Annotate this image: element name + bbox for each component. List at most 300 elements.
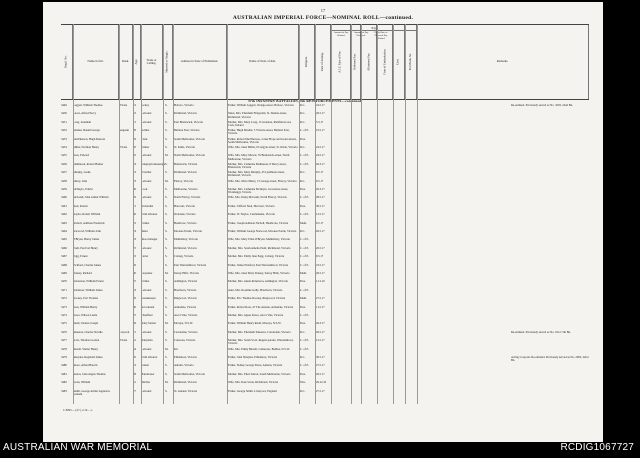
page-number: 17 [320, 8, 326, 13]
cell-remark [511, 188, 589, 195]
cell-ms: S. [165, 187, 168, 191]
cell-address: Cressona, Victoria [174, 338, 196, 343]
cell-kin: Wife, Mrs. Janet Miller, 63 Argyle-street, St. Kilda, Victoria [228, 145, 298, 149]
cell-ms: S. [165, 279, 168, 284]
cell-ms: S. [165, 355, 168, 359]
cell-kin: Father, Joseph Addison Nicholl, Heathcote, Victoria [228, 220, 289, 225]
cell-kin: Wife, Mrs. Janet Mary Penney, Surrey Hills, Victoria [228, 271, 290, 275]
cell-rel: C. of E. [300, 245, 309, 250]
cell-no: 3454 [61, 145, 67, 149]
cell-trade: Farm labourer [141, 355, 158, 359]
cell-remark [511, 129, 589, 136]
cell-age: 19 [133, 363, 136, 368]
cell-kin: Father, Hugh Mashar, 5 Victoria-street, Ballarat East, Victoria [228, 128, 290, 136]
cell-no: 3455 [61, 153, 67, 158]
cell-ms: S. [165, 128, 168, 133]
cell-address: South Melbourne, Victoria [174, 136, 205, 141]
cell-rel: R.C. [300, 355, 306, 359]
cell-rel: C. of E. [300, 128, 309, 133]
cell-no: 3469 [61, 271, 67, 275]
cell-name: Shore, Alfred Harold [73, 363, 98, 368]
cell-kin: Sister, Mrs. Elizabeth Fitzgerald, St. Dennis-street, Richmond, Victoria [228, 111, 287, 119]
cell-name: Robertson, William Ernest [73, 279, 104, 284]
cell-trade: Labourer [141, 329, 152, 334]
cell-name: Robinson, William James [73, 287, 103, 292]
cell-address: East Warrnambool, Victoria [174, 262, 207, 267]
cell-address: Brunswick, Victoria [174, 161, 198, 166]
cell-age: 19 [133, 103, 136, 107]
cell-name: MacPherson, Hugh Duncan [73, 136, 106, 141]
cell-ms: S. [165, 237, 168, 242]
cell-no: 3482 [61, 380, 67, 385]
cell-kin: Father, Robert MacPherson, corner Hope and Grant streets, South Melbourne, Victoria [228, 136, 297, 144]
cell-name: Leggett, William Thomas [73, 103, 103, 107]
column-rule [133, 24, 134, 404]
cell-no: 3478 [61, 346, 67, 351]
column-header [119, 25, 133, 99]
cell-trade: Greenkeeper [141, 296, 156, 301]
cell-name: Ross, William Henry [73, 304, 98, 309]
cell-kin: Father, James Pickford, East Warrnambool, Victoria [228, 262, 289, 267]
cell-trade: Dairy farmer [141, 321, 157, 326]
column-rule [73, 24, 74, 404]
cell-rel: Meth. [300, 271, 307, 275]
column-header-label: Age. [133, 59, 138, 65]
cell-ms: S. [165, 119, 168, 124]
column-header [173, 25, 227, 99]
cell-remark [511, 289, 589, 296]
cell-ms: S. [165, 363, 168, 368]
cell-ms: M. [165, 346, 169, 351]
cell-name: Smith, George Arthur Appleton, Graham [73, 388, 111, 396]
roll-title: AUSTRALIAN IMPERIAL FORCE—NOMINAL ROLL—continued. [232, 15, 414, 21]
column-header-label: Remarks. [496, 59, 509, 64]
cell-kin: Wife, Mrs. Mary Ellen O'Bryan, Malmsbury, Victoria [228, 237, 290, 242]
cell-rel: C. of E. [300, 262, 309, 267]
cell-age: 36 [133, 212, 136, 217]
cell-date: 11.5.17 [316, 304, 325, 309]
cell-age: 26 [133, 296, 136, 301]
cell-ms: S. [165, 296, 168, 301]
cell-name: Murry, John [73, 178, 88, 183]
cell-ms: S. [165, 313, 168, 317]
column-rule [173, 24, 174, 404]
cell-remark [511, 272, 589, 279]
group-header: Amount of Pay Allotted. [333, 31, 349, 37]
cell-age: 29 [133, 136, 136, 141]
cell-rel: Pres. [300, 187, 306, 191]
column-rule [163, 24, 164, 404]
column-rule [315, 24, 316, 404]
cell-kin: Mother, Mrs. Annie Robertson, Addington, Victoria [228, 279, 288, 284]
cell-remark [511, 112, 589, 119]
cell-age: 18 [133, 237, 136, 242]
cell-kin: Father, Sidney George Shore, Auburn, Victoria [228, 363, 283, 368]
cell-kin: Mother, Mrs. Catherine Mathieson, 8 Darcy street, Brunswick, Victoria [228, 161, 287, 170]
column-header-label: Allotment Pay. [365, 53, 370, 71]
cell-name: Paull, Percival Henry [73, 245, 98, 250]
cell-trade: Baker [141, 229, 148, 233]
cell-name: Penney, Richard [73, 271, 92, 275]
cell-no: 3481 [61, 371, 67, 376]
cell-rel: Pres. [300, 203, 306, 208]
cell-date: 30.5.17 [316, 203, 325, 208]
cell-kin: Father, William George Norwood, Moonee Ponds, Victoria [228, 229, 297, 233]
cell-date: 30.5.17 [316, 355, 325, 359]
cell-rel: C. of E. [300, 363, 309, 368]
cell-kin: Mother, Mrs. Mary Murphy, 45 Lyndhurst-street, Richmond, Victoria [228, 170, 285, 178]
column-header [315, 25, 331, 99]
cell-remark [511, 314, 589, 321]
cell-ms: S. [165, 170, 168, 175]
cell-age: 31 [133, 338, 136, 343]
cell-name: Barrell, Walter Henry [73, 346, 98, 351]
cell-age: 27 [133, 388, 136, 393]
cell-no: 3467 [61, 254, 67, 259]
cell-no: 3452 [61, 128, 67, 133]
cell-date: 20.3.17 [316, 187, 325, 191]
cell-no: 3457 [61, 170, 67, 175]
cell-name: Norwood, William John [73, 229, 101, 233]
cell-ms: S. [165, 287, 168, 292]
cell-kin: Wife, Mrs. Emily Barrell, Camerons, Ballina, N.S.W. [228, 346, 290, 351]
cell-ms: S. [165, 145, 168, 149]
cell-remark [511, 339, 589, 346]
cell-name: Swan, William [73, 380, 91, 385]
cell-age: 18 [133, 287, 136, 292]
cell-date: 27.5.17 [316, 363, 325, 368]
cell-ms: M. [165, 271, 169, 275]
cell-remark [511, 163, 589, 170]
printer-imprint: C.8995.—(27.) 2.19.—a [63, 408, 93, 412]
cell-age: 28 [133, 371, 136, 376]
cell-name: Rudd, Charles Joseph [73, 321, 99, 326]
cell-age: 25 [133, 313, 136, 317]
cell-name: Ross, Edward [73, 153, 90, 158]
cell-no: 3483 [61, 388, 67, 393]
cell-trade: Butcher [141, 380, 151, 385]
cell-no: 3460 [61, 195, 67, 200]
column-header-label: Deferred Pay. [352, 53, 357, 71]
cell-age: 35 [133, 153, 136, 158]
cell-trade: Labourer [141, 287, 152, 292]
cell-remark: Re-enlisted. Previously served as No. 3203, 22nd Bn. [511, 103, 573, 107]
group-header: Amount of Pay Deferred. [353, 31, 369, 37]
cell-name: Sutton, John Angus Thomas [73, 371, 106, 376]
cell-remark [511, 264, 589, 271]
cell-remark [511, 230, 589, 237]
cell-address: Coburg, Victoria [174, 254, 194, 259]
cell-no: 3453 [61, 136, 67, 141]
cell-ms: M. [165, 380, 169, 385]
cell-ms: M. [165, 321, 169, 326]
cell-age: 29 [133, 262, 136, 267]
cell-age: 19 [133, 170, 136, 175]
cell-remark [511, 146, 589, 153]
cell-address: Richmond, Victoria [174, 170, 197, 175]
cell-no: 3479 [61, 355, 67, 359]
cell-trade: Hairdresser [141, 371, 155, 376]
document-page [43, 2, 603, 442]
cell-date: 26.5.17 [316, 271, 325, 275]
cell-age: 24 [133, 229, 136, 233]
cell-ms: S. [165, 262, 168, 267]
cell-trade: Labourer [141, 178, 152, 183]
column-header [227, 25, 299, 99]
cell-rank: Private [119, 145, 128, 149]
column-rule [377, 24, 378, 404]
cell-age: 40 [133, 271, 136, 275]
cell-no: 3464 [61, 229, 67, 233]
cell-address: Armadale, Victoria [174, 304, 197, 309]
cell-trade: Carter [141, 254, 149, 259]
cell-remark [511, 196, 589, 203]
cell-trade: Jockey [141, 103, 150, 107]
cell-trade: Labourer [141, 111, 152, 116]
cell-remark [511, 381, 589, 388]
cell-trade: Chauffeur [141, 313, 153, 317]
cell-rel: R.C. [300, 329, 306, 334]
cell-ms: S. [165, 220, 168, 225]
cell-date: 5.3.17 [316, 119, 324, 124]
cell-kin: Father, George Smith, Liverpool, England [228, 388, 277, 393]
cell-date: 26.3.17 [316, 321, 325, 326]
column-header-label: Name in full. [87, 59, 104, 64]
cell-remark [511, 247, 589, 254]
cell-kin: Mother, Mrs. Sarah Scott, Regent-parade, Warrnambool, Victoria [228, 338, 294, 346]
cell-date: 29.12.16 [316, 380, 327, 385]
cell-rel: R.C. [300, 170, 306, 175]
cell-date: 24.5.17 [316, 145, 325, 149]
cell-kin: Wife, Mrs. Mary Mowat, 35 Brunswick-street, North Melbourne, Victoria [228, 153, 290, 161]
cell-no: 3459 [61, 187, 67, 191]
cell-age: 20 [133, 145, 136, 149]
cell-trade: Farmer [141, 279, 150, 284]
cell-name: McIntyre, Edwin [73, 187, 93, 191]
cell-rel: C. of E. [300, 346, 309, 351]
cell-no: 3450 [61, 111, 67, 116]
cell-date: 9.5.17 [316, 170, 324, 175]
cell-date: 26.5.17 [316, 329, 325, 334]
column-header-label: Regtl. No. [63, 55, 68, 69]
cell-date: 24.5.17 [316, 103, 325, 107]
column-header [393, 25, 405, 99]
cell-kin: Father, John Sharples, Elthamore, Victoria [228, 355, 278, 359]
cell-date: 26.5.17 [316, 229, 325, 233]
cell-no: 3463 [61, 220, 67, 225]
column-header [133, 25, 141, 99]
cell-name: Neal, Robert [73, 203, 88, 208]
cell-rank: Private [119, 103, 128, 107]
cell-address: Fitzroy, Victoria [174, 178, 193, 183]
cell-remark [511, 322, 589, 329]
cell-address: Hawthorn, Victoria [174, 287, 197, 292]
group-header: Pay. [331, 26, 417, 31]
cell-address: Harcourt, Victoria [174, 203, 195, 208]
cell-address: Melbourne, Victoria [174, 187, 198, 191]
cell-no: 3471 [61, 287, 67, 292]
cell-rel: C. of E. [300, 153, 309, 158]
column-rule [405, 24, 406, 404]
cell-trade: Soldier [141, 128, 150, 133]
cell-remark [511, 121, 589, 128]
cell-rel: Pres. [300, 304, 306, 309]
cell-rel: R.C. [300, 145, 306, 149]
cell-address: Kit [174, 346, 178, 351]
cell-kin: Father, William Leggett, Orange-street, Hoboro, Victoria [228, 103, 294, 107]
cell-kin: Mother, Mrs. Sarah Amelia Paull, Richmond, Victoria [228, 245, 291, 250]
cell-age: 21 [133, 203, 136, 208]
cell-kin: Mother, Mrs. Catherine McIntyre, Grosvenor-street, Wonthaggi, Victoria [228, 187, 289, 195]
cell-date: 26.5.17 [316, 371, 325, 376]
cell-kin: Wife, Mrs. Olive Murry, 15 George-street, Fitzroy, Victoria [228, 178, 297, 183]
cell-date: 27.5.17 [316, 388, 325, 393]
cell-trade: Shoe manager [141, 237, 158, 242]
cell-rel: C. of E. [300, 212, 309, 217]
cell-ms: S. [165, 388, 168, 393]
column-rule [141, 24, 142, 404]
cell-address: South Melbourne, Victoria [174, 371, 205, 376]
cell-trade: Dairyman [141, 338, 153, 343]
cell-age: 41 [133, 380, 136, 385]
cell-no: 3477 [61, 338, 67, 343]
cell-kin: Mother, Mrs. Emily Jane Pegg, Coburg, Victoria [228, 254, 285, 259]
column-rule [393, 24, 394, 404]
column-rule [227, 24, 228, 404]
cell-address: North Fitzroy, Victoria [174, 195, 201, 200]
cell-date: 9.5.17 [316, 178, 324, 183]
column-header [73, 25, 119, 99]
cell-trade: Labourer [141, 346, 152, 351]
cell-kin: Wife, Mrs. Daisy McLeish, North Fitzroy, Victoria [228, 195, 287, 200]
cell-rel: R.C. [300, 103, 306, 107]
cell-remark [511, 373, 589, 380]
cell-no: 3466 [61, 245, 67, 250]
cell-name: Murphy, Leslie [73, 170, 91, 175]
cell-address: Heathcote, Victoria [174, 220, 197, 225]
cell-remark [511, 222, 589, 229]
cell-rel: Meth. [300, 296, 307, 301]
cell-no: 3461 [61, 203, 67, 208]
cell-rel: C. of E. [300, 237, 309, 242]
cell-address: Richmond, Victoria [174, 245, 197, 250]
cell-name: Naylor, Robert William [73, 212, 101, 217]
cell-name: Rooney, Eric Thomas [73, 296, 99, 301]
cell-address: Richmond, Victoria [174, 111, 197, 116]
cell-date: 12.5.17 [316, 338, 325, 343]
cell-no: 3473 [61, 304, 67, 309]
cell-age: 22 [133, 111, 136, 116]
cell-no: 3462 [61, 212, 67, 217]
cell-ms: S. [165, 254, 168, 259]
cell-date: 26.3.17 [316, 161, 325, 166]
section-heading: 37th INFANTRY BATTALION, 9th REINFORCEMENTS—continued. [248, 99, 363, 103]
cell-no: 3449 [61, 103, 67, 107]
cell-rel: C. of E. [300, 287, 309, 292]
cell-trade: Labourer [141, 195, 152, 200]
cell-no: 3476 [61, 329, 67, 334]
cell-remark [511, 348, 589, 355]
cell-age: 20 [133, 355, 136, 359]
cell-date: 12.5.17 [316, 212, 325, 217]
cell-date: 19.5.17 [316, 128, 325, 133]
cell-age: 25 [133, 245, 136, 250]
cell-age: 44 [133, 346, 136, 351]
column-rule [119, 24, 120, 404]
cell-name: Miller, Norman Henry [73, 145, 99, 149]
cell-ms: S. [165, 103, 168, 107]
cell-rel: C. of E. [300, 195, 309, 200]
cell-date: 26.5.17 [316, 111, 325, 116]
cell-kin: Aunt, Mrs. Rosaline Gully, Hawthorn, Victoria [228, 287, 283, 292]
cell-rel: Wes. [300, 380, 306, 385]
cell-remark: Re-enlisted. Previously served as No. 1012, 5th Bn. [511, 329, 571, 334]
cell-rel: R.C. [300, 111, 306, 116]
cell-trade: Clerk [141, 136, 148, 141]
cell-kin: Mother, Mrs. Agnes Rowe, Ascot Vale, Victoria [228, 313, 284, 317]
cell-age: 22 [133, 220, 136, 225]
column-header-label: Trade or Calling. [146, 57, 157, 65]
cell-rel: Pres. [300, 279, 306, 284]
cell-rel: C. of E. [300, 254, 309, 259]
cell-remark [511, 297, 589, 304]
cell-date: 9.5.17 [316, 254, 324, 259]
cell-remark [511, 238, 589, 245]
cell-kin: Father, W. Naylor, Castlemaine, Victoria [228, 212, 275, 217]
cell-address: St. Kilda, Victoria [174, 145, 195, 149]
column-rule [417, 24, 418, 404]
cell-address: Addington, Victoria [174, 279, 198, 284]
column-header [61, 25, 73, 99]
cell-name: Sharples, Reginald James [73, 355, 103, 359]
cell-rank: Corporal [119, 329, 130, 334]
cell-no: 3468 [61, 262, 67, 267]
cell-rel: Pres. [300, 136, 306, 141]
cell-rel: R.C. [300, 119, 306, 124]
cell-kin: Mother, Mrs. Mary Long, 13 Grantree, Richfield-road, Cork, Ireland [228, 119, 292, 128]
cell-ms: M. [165, 153, 169, 158]
cell-age: 39 [133, 321, 136, 326]
column-header [417, 25, 589, 99]
column-header [163, 25, 173, 99]
cell-no: 3456 [61, 161, 67, 166]
cell-age: 21 [133, 329, 136, 334]
cell-age: 18 [133, 161, 136, 166]
cell-trade: Cook [141, 187, 148, 191]
cell-no: 3465 [61, 237, 67, 242]
cell-ms: M. [165, 178, 169, 183]
column-header [141, 25, 163, 99]
cell-remark [511, 255, 589, 262]
cell-trade: Accountant [141, 304, 155, 309]
cell-ms: S. [165, 329, 168, 334]
cell-rel: R.C. [300, 178, 306, 183]
cell-ms: S. [165, 371, 168, 376]
cell-kin: Wife, Mrs. Kate Swan, Richmond, Victoria [228, 380, 278, 385]
column-header-label: Name of Next-of-Kin. [249, 59, 276, 64]
cell-no: 3472 [61, 296, 67, 301]
cell-remark [511, 306, 589, 313]
column-header [299, 25, 315, 99]
cell-rel: C. of E. [300, 313, 309, 317]
cell-ms: S. [165, 111, 168, 116]
cell-no: 3474 [61, 313, 67, 317]
cell-age: 23 [133, 178, 136, 183]
column-header [405, 25, 417, 99]
cell-ms: S. [165, 195, 168, 200]
cell-trade: Carpenter [141, 271, 153, 275]
column-header-label: Unit. [395, 58, 400, 66]
